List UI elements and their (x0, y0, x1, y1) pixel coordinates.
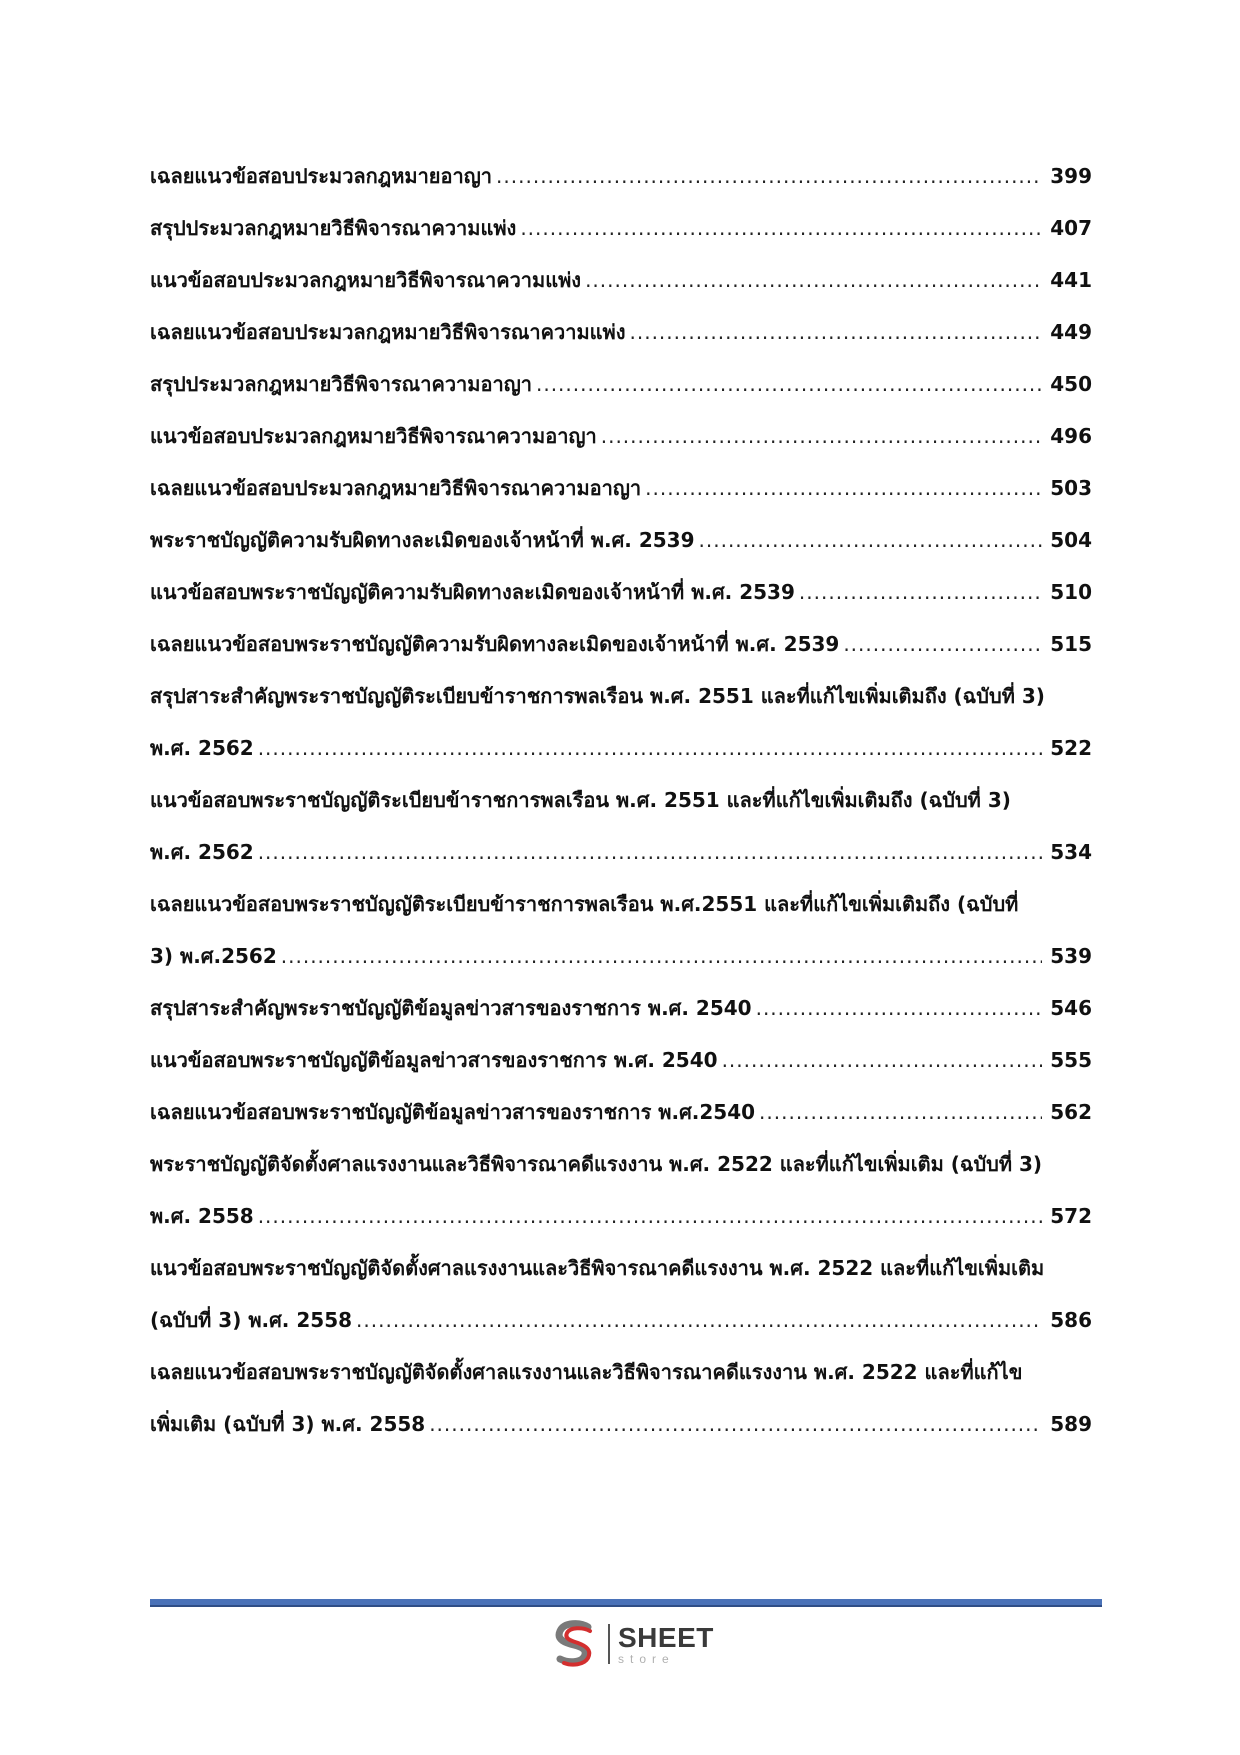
toc-entry-last-line (150, 410, 1092, 462)
toc-entry-line (150, 774, 1092, 826)
toc-entry-last-line (150, 722, 1092, 774)
toc-page-number: 522 (1050, 736, 1092, 760)
toc-entry (150, 514, 1092, 566)
footer-rule (150, 1599, 1102, 1607)
toc-entry (150, 462, 1092, 514)
toc-entry (150, 566, 1092, 618)
toc-entry (150, 670, 1092, 774)
toc-entry (150, 202, 1092, 254)
toc-page-number: 546 (1050, 996, 1092, 1020)
toc-entry-last-line (150, 514, 1092, 566)
toc-dot-leader (429, 1398, 1042, 1450)
toc-page-number: 449 (1050, 320, 1092, 344)
toc-entry-title: เพิ่มเติม (ฉบับที่ 3) พ.ศ. 2558 (150, 1412, 426, 1436)
toc-entry-last-line (150, 1398, 1092, 1450)
toc-dot-leader (258, 722, 1043, 774)
table-of-contents (150, 150, 1092, 1450)
toc-entry (150, 1086, 1092, 1138)
toc-page-number: 539 (1050, 944, 1092, 968)
toc-dot-leader (601, 410, 1043, 462)
toc-entry-title: เฉลยแนวข้อสอบพระราชบัญญัติจัดตั้งศาลแรงงานและวิธีพิจารณาคดีแรงงาน พ.ศ. 2522 และที่แก้ไข (150, 1360, 1023, 1384)
toc-entry-title: พระราชบัญญัติความรับผิดทางละเมิดของเจ้าหน้าที่ พ.ศ. 2539 (150, 528, 695, 552)
toc-page-number: 450 (1050, 372, 1092, 396)
toc-entry-last-line (150, 566, 1092, 618)
toc-entry-title: เฉลยแนวข้อสอบประมวลกฎหมายวิธีพิจารณาความแพ่ง (150, 320, 626, 344)
toc-entry-line (150, 1138, 1092, 1190)
toc-dot-leader (520, 202, 1042, 254)
toc-entry-last-line (150, 1034, 1092, 1086)
toc-entry-last-line (150, 254, 1092, 306)
toc-entry-title: สรุปประมวลกฎหมายวิธีพิจารณาความอาญา (150, 372, 532, 396)
toc-entry-last-line (150, 150, 1092, 202)
toc-entry-title: แนวข้อสอบพระราชบัญญัติข้อมูลข่าวสารของราชการ พ.ศ. 2540 (150, 1048, 718, 1072)
toc-page-number: 515 (1050, 632, 1092, 656)
toc-entry (150, 306, 1092, 358)
toc-entry-last-line (150, 1190, 1092, 1242)
toc-dot-leader (756, 982, 1043, 1034)
sheet-store-s-logo-icon (550, 1619, 600, 1669)
toc-page-number: 572 (1050, 1204, 1092, 1228)
toc-entry-title: พ.ศ. 2558 (150, 1204, 254, 1228)
toc-page-number: 510 (1050, 580, 1092, 604)
toc-entry (150, 150, 1092, 202)
toc-dot-leader (645, 462, 1042, 514)
toc-dot-leader (722, 1034, 1043, 1086)
toc-entry (150, 1346, 1092, 1450)
toc-entry-last-line (150, 930, 1092, 982)
toc-entry (150, 982, 1092, 1034)
toc-dot-leader (843, 618, 1042, 670)
toc-page-number: 589 (1050, 1412, 1092, 1436)
toc-entry-title: เฉลยแนวข้อสอบพระราชบัญญัติระเบียบข้าราชการพลเรือน พ.ศ.2551 และที่แก้ไขเพิ่มเติมถึง (ฉบับที่ (150, 892, 1019, 916)
toc-entry-title: แนวข้อสอบพระราชบัญญัติระเบียบข้าราชการพลเรือน พ.ศ. 2551 และที่แก้ไขเพิ่มเติมถึง (ฉบับที่ 3) (150, 788, 1011, 812)
footer-logo (550, 1618, 714, 1670)
toc-entry-line (150, 1242, 1092, 1294)
toc-entry-title: เฉลยแนวข้อสอบประมวลกฎหมายอาญา (150, 164, 493, 188)
toc-dot-leader (281, 930, 1042, 982)
toc-entry-title: สรุปสาระสำคัญพระราชบัญญัติข้อมูลข่าวสารของราชการ พ.ศ. 2540 (150, 996, 752, 1020)
toc-entry-title: สรุปสาระสำคัญพระราชบัญญัติระเบียบข้าราชการพลเรือน พ.ศ. 2551 และที่แก้ไขเพิ่มเติมถึง (ฉบับที่ 3) (150, 684, 1045, 708)
toc-entry-title: (ฉบับที่ 3) พ.ศ. 2558 (150, 1308, 353, 1332)
logo-text (618, 1621, 714, 1666)
toc-entry-title: แนวข้อสอบประมวลกฎหมายวิธีพิจารณาความแพ่ง (150, 268, 582, 292)
toc-entry-title: แนวข้อสอบพระราชบัญญัติจัดตั้งศาลแรงงานและวิธีพิจารณาคดีแรงงาน พ.ศ. 2522 และที่แก้ไขเพิ่มเติม (150, 1256, 1045, 1280)
toc-entry-last-line (150, 306, 1092, 358)
toc-entry-line (150, 670, 1092, 722)
toc-entry-title: เฉลยแนวข้อสอบประมวลกฎหมายวิธีพิจารณาความอาญา (150, 476, 642, 500)
toc-dot-leader (585, 254, 1042, 306)
toc-page-number: 562 (1050, 1100, 1092, 1124)
logo-main-text: SHEET (618, 1621, 714, 1653)
toc-page-number: 496 (1050, 424, 1092, 448)
toc-entry-last-line (150, 618, 1092, 670)
toc-page-number: 441 (1050, 268, 1092, 292)
toc-entry-title: แนวข้อสอบพระราชบัญญัติความรับผิดทางละเมิดของเจ้าหน้าที่ พ.ศ. 2539 (150, 580, 795, 604)
toc-entry-title: พ.ศ. 2562 (150, 736, 254, 760)
toc-entry-last-line (150, 462, 1092, 514)
toc-entry-last-line (150, 1294, 1092, 1346)
toc-entry-line (150, 878, 1092, 930)
toc-entry (150, 878, 1092, 982)
toc-entry-title: แนวข้อสอบประมวลกฎหมายวิธีพิจารณาความอาญา (150, 424, 597, 448)
toc-dot-leader (630, 306, 1043, 358)
toc-dot-leader (799, 566, 1042, 618)
toc-page-number: 503 (1050, 476, 1092, 500)
toc-entry (150, 358, 1092, 410)
logo-sub-text: store (618, 1651, 675, 1666)
toc-entry-title: เฉลยแนวข้อสอบพระราชบัญญัติข้อมูลข่าวสารของราชการ พ.ศ.2540 (150, 1100, 756, 1124)
toc-entry-title: เฉลยแนวข้อสอบพระราชบัญญัติความรับผิดทางละเมิดของเจ้าหน้าที่ พ.ศ. 2539 (150, 632, 840, 656)
toc-page-number: 504 (1050, 528, 1092, 552)
toc-dot-leader (258, 826, 1043, 878)
toc-page-number: 407 (1050, 216, 1092, 240)
toc-page-number: 555 (1050, 1048, 1092, 1072)
toc-entry-last-line (150, 826, 1092, 878)
toc-entry (150, 774, 1092, 878)
toc-dot-leader (699, 514, 1043, 566)
toc-entry-title: พ.ศ. 2562 (150, 840, 254, 864)
toc-entry-title: 3) พ.ศ.2562 (150, 944, 277, 968)
toc-dot-leader (496, 150, 1042, 202)
toc-entry (150, 410, 1092, 462)
toc-entry-last-line (150, 202, 1092, 254)
toc-entry (150, 254, 1092, 306)
toc-entry (150, 618, 1092, 670)
toc-entry (150, 1242, 1092, 1346)
toc-page-number: 586 (1050, 1308, 1092, 1332)
toc-page-number: 399 (1050, 164, 1092, 188)
toc-entry (150, 1138, 1092, 1242)
toc-entry-last-line (150, 1086, 1092, 1138)
toc-dot-leader (258, 1190, 1043, 1242)
toc-dot-leader (759, 1086, 1042, 1138)
toc-entry (150, 1034, 1092, 1086)
toc-dot-leader (536, 358, 1042, 410)
logo-divider (608, 1624, 610, 1664)
toc-entry-title: สรุปประมวลกฎหมายวิธีพิจารณาความแพ่ง (150, 216, 517, 240)
toc-entry-last-line (150, 358, 1092, 410)
toc-entry-line (150, 1346, 1092, 1398)
toc-dot-leader (356, 1294, 1042, 1346)
toc-entry-last-line (150, 982, 1092, 1034)
toc-page-number: 534 (1050, 840, 1092, 864)
toc-entry-title: พระราชบัญญัติจัดตั้งศาลแรงงานและวิธีพิจารณาคดีแรงงาน พ.ศ. 2522 และที่แก้ไขเพิ่มเติม (ฉบับที่ 3) (150, 1152, 1043, 1176)
